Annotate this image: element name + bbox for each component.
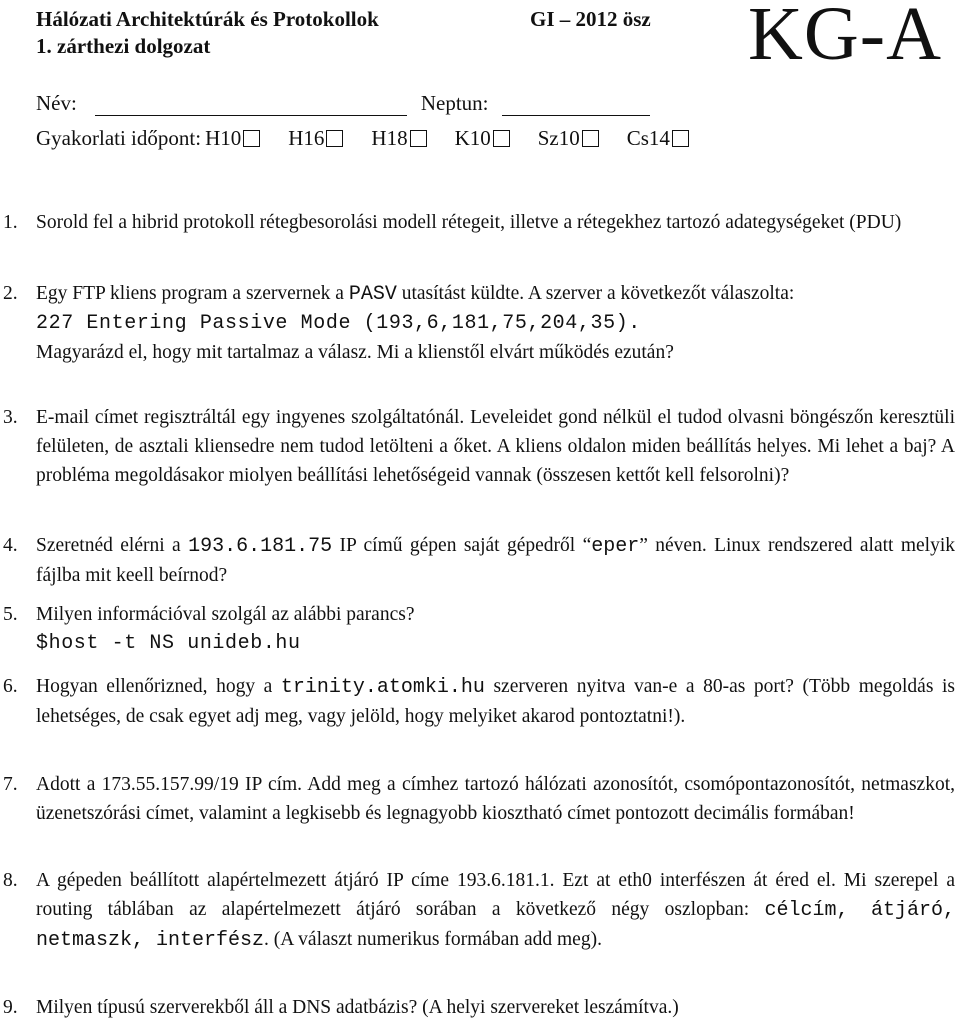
semester-label: GI – 2012 ösz — [530, 7, 651, 31]
slot-h10 — [205, 125, 260, 151]
ip-code: 193.6.181.75 — [188, 535, 333, 558]
checkbox[interactable] — [582, 130, 599, 147]
checkbox[interactable] — [493, 130, 510, 147]
slot-label: H10 — [205, 126, 242, 150]
command-code: $host -t NS unideb.hu — [36, 632, 301, 655]
student-fields — [36, 90, 650, 116]
slot-label: Sz10 — [537, 126, 580, 150]
neptun-label: Neptun: — [420, 91, 489, 115]
question-text: Adott a 173.55.157.99/19 IP cím. Add meg a címhez tartozó hálózati azonosítót, csomópontazonosítót, netmaszkot, üzenetszórási címet, valamint a legkisebb és legnagyobb kiosztható címet pontozott decimális formában! — [36, 774, 955, 824]
checkbox[interactable] — [326, 130, 343, 147]
question-7 — [0, 770, 960, 828]
question-number: 8. — [3, 870, 18, 891]
question-9 — [0, 993, 960, 1022]
column-names-code: célcím, átjáró, netmaszk, interfész — [36, 899, 956, 952]
question-text: Magyarázd el, hogy mit tartalmaz a válasz. Mi a klienstől elvárt működés ezután? — [36, 342, 674, 363]
question-text: . (A választ numerikus formában add meg). — [264, 929, 602, 950]
question-text: Milyen típusú szerverekből áll a DNS adatbázis? (A helyi szervereket leszámítva.) — [36, 997, 679, 1018]
question-number: 9. — [3, 997, 18, 1018]
server-reply-code: 227 Entering Passive Mode (193,6,181,75,204,35). — [36, 312, 641, 335]
exam-subtitle: 1. zárthezi dolgozat — [36, 34, 211, 58]
question-number: 4. — [3, 535, 18, 556]
question-8 — [0, 866, 960, 955]
question-number: 5. — [3, 604, 18, 625]
course-title: Hálózati Architektúrák és Protokollok — [36, 7, 379, 31]
question-5 — [0, 600, 960, 658]
slot-label: Cs14 — [626, 126, 670, 150]
checkbox[interactable] — [672, 130, 689, 147]
question-number: 1. — [3, 212, 18, 233]
slot-label: H16 — [288, 126, 325, 150]
slot-k10 — [455, 125, 510, 151]
question-text: E-mail címet regisztráltál egy ingyenes szolgáltatónál. Leveleidet gond nélkül el tudod olvasni böngészőn keresztüli felületen, de asztali kliensedre nem tudod letölteni a őket. A kliens oldalon miden beállítás helyes. Mi lehet a baj? A probléma megoldásakor miolyen beállítási lehetőségeid vannak (összesen kettőt kell felsorolni)? — [36, 407, 955, 486]
practice-label: Gyakorlati időpont: — [36, 126, 202, 150]
question-text: Hogyan ellenőrizned, hogy a — [36, 676, 281, 697]
name-field[interactable] — [95, 95, 407, 116]
slot-cs14 — [627, 125, 689, 151]
slot-h18 — [371, 125, 426, 151]
name-label: Név: — [36, 91, 77, 115]
question-2 — [0, 279, 960, 367]
question-text: Szeretnéd elérni a — [36, 535, 189, 556]
exam-code: KG-A — [748, 0, 942, 76]
slot-h16 — [288, 125, 343, 151]
slot-label: K10 — [454, 126, 491, 150]
hostname-code: trinity.atomki.hu — [280, 676, 485, 699]
question-number: 2. — [3, 283, 18, 304]
question-3 — [0, 403, 960, 490]
question-number: 3. — [3, 407, 18, 428]
slot-sz10 — [538, 125, 599, 151]
question-6 — [0, 672, 960, 731]
question-4 — [0, 531, 960, 590]
question-text: Sorold fel a hibrid protokoll rétegbesorolási modell rétegeit, illetve a rétegekhez tartozó adategységeket (PDU) — [36, 212, 902, 233]
question-text: ” néven. Linux rendszered alatt melyik fájlba mit keell beírnod? — [36, 535, 956, 586]
question-text: utasítást küldte. A szerver a következőt válaszolta: — [396, 283, 795, 304]
checkbox[interactable] — [410, 130, 427, 147]
question-text: IP című gépen saját gépedről “ — [332, 535, 592, 556]
question-1 — [0, 208, 960, 237]
practice-slot-row — [36, 125, 689, 151]
neptun-field[interactable] — [502, 95, 650, 116]
question-text: A gépeden beállított alapértelmezett átjáró IP címe 193.6.181.1. Ezt at eth0 interfészen át éred el. Mi szerepel a routing táblában az alapértelmezett átjáró sorában a következő négy oszlopban: — [36, 870, 955, 920]
checkbox[interactable] — [243, 130, 260, 147]
question-text: Milyen információval szolgál az alábbi parancs? — [36, 604, 415, 625]
hostname-code: eper — [591, 535, 640, 558]
question-text: Egy FTP kliens program a szervernek a — [36, 283, 349, 304]
slot-label: H18 — [371, 126, 408, 150]
question-number: 7. — [3, 774, 18, 795]
question-text: szerveren nyitva van-e a 80-as port? (Több megoldás is lehetséges, de csak egyet adj meg, vagy jelöld, hogy melyiket akarod pontoztatni!). — [36, 676, 955, 727]
question-number: 6. — [3, 676, 18, 697]
command-code: PASV — [348, 283, 397, 306]
